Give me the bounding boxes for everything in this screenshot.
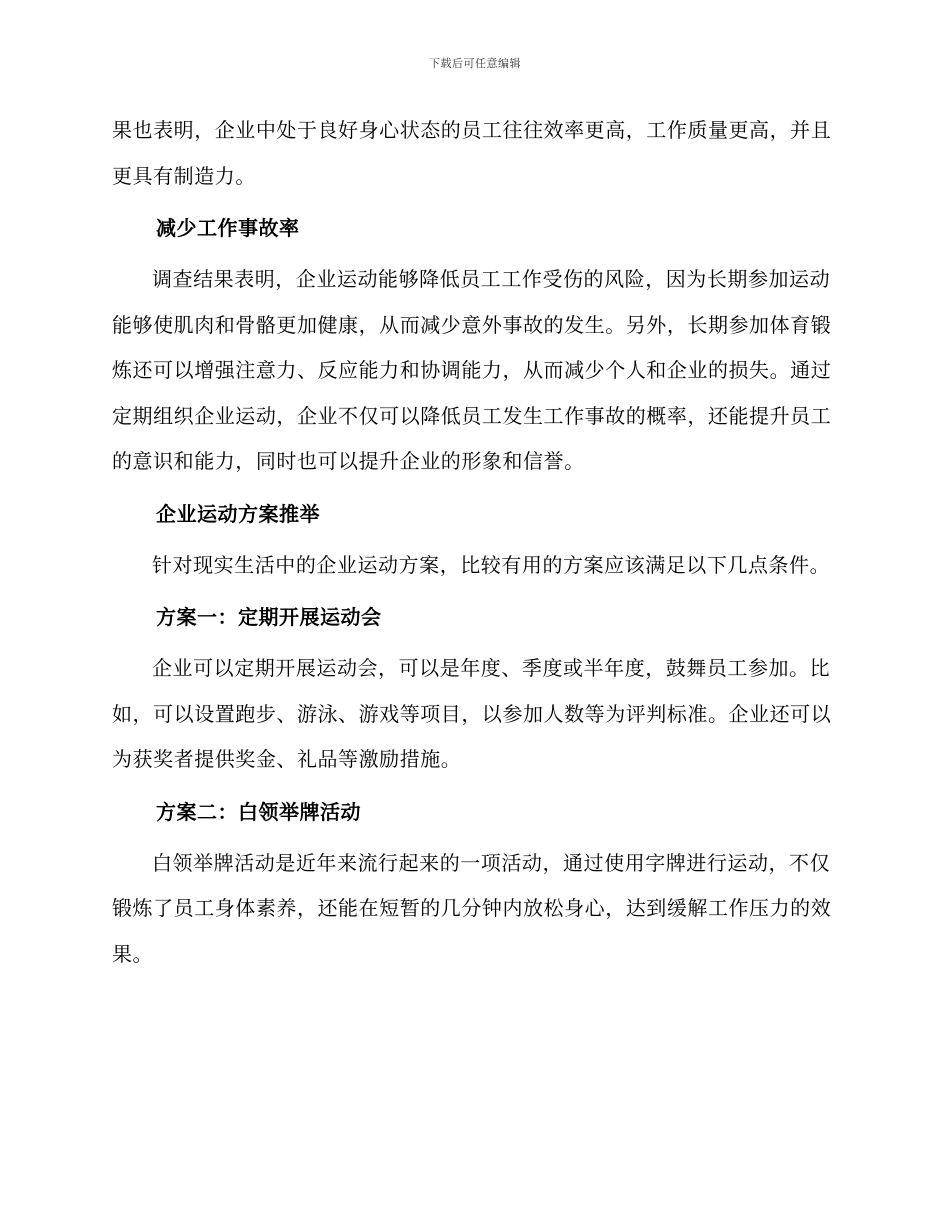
- section-heading-plan-two: 方案二：白领举牌活动: [156, 799, 361, 824]
- paragraph-plan-one: 企业可以定期开展运动会，可以是年度、季度或半年度，鼓舞员工参加。比如，可以设置跑步、游泳、游戏等项目，以参加人数等为评判标准。企业还可以为获奖者提供奖金、礼品等激励措施。: [112, 656, 832, 771]
- page-header: 下载后可任意编辑: [429, 57, 521, 70]
- paragraph-recommendation: 针对现实生活中的企业运动方案，比较有用的方案应该满足以下几点条件。: [152, 552, 831, 577]
- section-heading-plan-one: 方案一：定期开展运动会: [156, 605, 382, 629]
- document-body: [112, 108, 834, 977]
- paragraph-plan-two: 白领举牌活动是近年来流行起来的一项活动，通过使用字牌进行运动，不仅锻炼了员工身体素养，还能在短暂的几分钟内放松身心，达到缓解工作压力的效果。: [112, 850, 832, 966]
- section-heading-recommendation: 企业运动方案推举: [156, 501, 320, 526]
- section-heading-accident-rate: 减少工作事故率: [156, 216, 300, 240]
- paragraph-accident-rate: 调查结果表明，企业运动能够降低员工工作受伤的风险，因为长期参加运动能够使肌肉和骨骼更加健康，从而减少意外事故的发生。另外，长期参加体育锻炼还可以增强注意力、反应能力和协调能力，从而减少个人和企业的损失。通过定期组织企业运动，企业不仅可以降低员工发生工作事故的概率，还能提升员工的意识和能力，同时也可以提升企业的形象和信誉。: [112, 267, 832, 473]
- paragraph-continuation: 果也表明，企业中处于良好身心状态的员工往往效率更高，工作质量更高，并且更具有制造力。: [112, 118, 832, 188]
